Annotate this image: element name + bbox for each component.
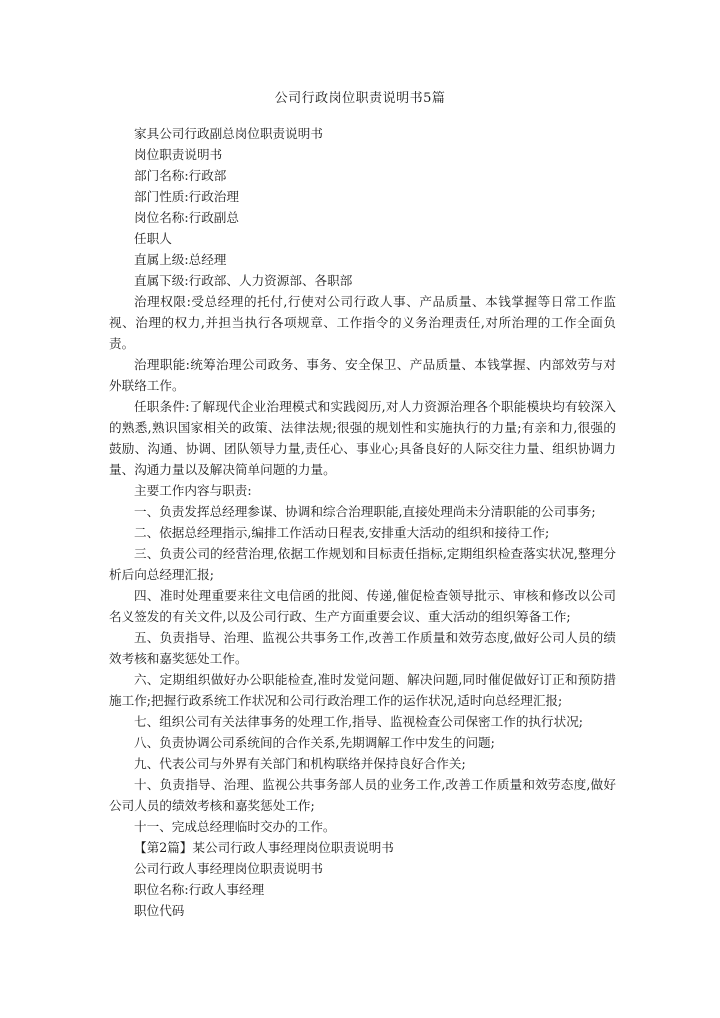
document-body bbox=[109, 123, 616, 921]
paragraph: 二、依据总经理指示,编排工作活动日程表,安排重大活动的组织和接待工作; bbox=[134, 525, 550, 540]
paragraph: 职位名称:行政人事经理 bbox=[134, 882, 265, 897]
paragraph: 公司行政人事经理岗位职责说明书 bbox=[134, 861, 323, 876]
paragraph: 九、代表公司与外界有关部门和机构联络并保持良好合作关; bbox=[134, 756, 466, 771]
paragraph: 部门名称:行政部 bbox=[134, 168, 227, 183]
paragraph: 主要工作内容与职责: bbox=[134, 483, 252, 498]
paragraph: 【第2篇】某公司行政人事经理岗位职责说明书 bbox=[134, 840, 394, 855]
paragraph: 直属下级:行政部、人力资源部、各职部 bbox=[134, 273, 353, 288]
document-title: 公司行政岗位职责说明书5篇 bbox=[274, 91, 446, 106]
paragraph: 职位代码 bbox=[134, 903, 185, 918]
paragraph: 任职人 bbox=[134, 231, 172, 246]
paragraph: 十、负责指导、治理、监视公共事务部人员的业务工作,改善工作质量和效劳态度,做好公司人员的绩效考核和嘉奖惩处工作; bbox=[109, 777, 616, 813]
paragraph: 三、负责公司的经营治理,依据工作规划和目标责任指标,定期组织检查落实状况,整理分析后向总经理汇报; bbox=[109, 546, 616, 582]
paragraph: 八、负责协调公司系统间的合作关系,先期调解工作中发生的问题; bbox=[134, 735, 495, 750]
paragraph: 直属上级:总经理 bbox=[134, 252, 227, 267]
paragraph: 五、负责指导、治理、监视公共事务工作,改善工作质量和效劳态度,做好公司人员的绩效考核和嘉奖惩处工作。 bbox=[109, 630, 616, 666]
paragraph: 四、准时处理重要来往文电信函的批阅、传递,催促检查领导批示、审核和修改以公司名义签发的有关文件,以及公司行政、生产方面重要会议、重大活动的组织筹备工作; bbox=[109, 588, 616, 624]
paragraph: 任职条件:了解现代企业治理模式和实践阅历,对人力资源治理各个职能模块均有较深入的熟悉,熟识国家相关的政策、法律法规;很强的规划性和实施执行的力量;有亲和力,很强的鼓励、沟通、协调、团队领导力量,责任心、事业心;具备良好的人际交往力量、组织协调力量、沟通力量以及解决简单问题的力量。 bbox=[109, 399, 616, 477]
paragraph: 岗位名称:行政副总 bbox=[134, 210, 239, 225]
paragraph: 部门性质:行政治理 bbox=[134, 189, 239, 204]
paragraph: 治理权限:受总经理的托付,行使对公司行政人事、产品质量、本钱掌握等日常工作监视、治理的权力,并担当执行各项规章、工作指令的义务治理责任,对所治理的工作全面负责。 bbox=[109, 294, 616, 351]
paragraph: 七、组织公司有关法律事务的处理工作,指导、监视检查公司保密工作的执行状况; bbox=[134, 714, 584, 729]
paragraph: 十一、完成总经理临时交办的工作。 bbox=[134, 819, 336, 834]
paragraph: 治理职能:统筹治理公司政务、事务、安全保卫、产品质量、本钱掌握、内部效劳与对外联络工作。 bbox=[109, 357, 616, 393]
paragraph: 岗位职责说明书 bbox=[134, 147, 223, 162]
paragraph: 六、定期组织做好办公职能检查,准时发觉问题、解决问题,同时催促做好订正和预防措施工作;把握行政系统工作状况和公司行政治理工作的运作状况,适时向总经理汇报; bbox=[109, 672, 616, 708]
paragraph: 一、负责发挥总经理参谋、协调和综合治理职能,直接处理尚未分清职能的公司事务; bbox=[134, 504, 596, 519]
paragraph: 家具公司行政副总岗位职责说明书 bbox=[134, 126, 323, 141]
